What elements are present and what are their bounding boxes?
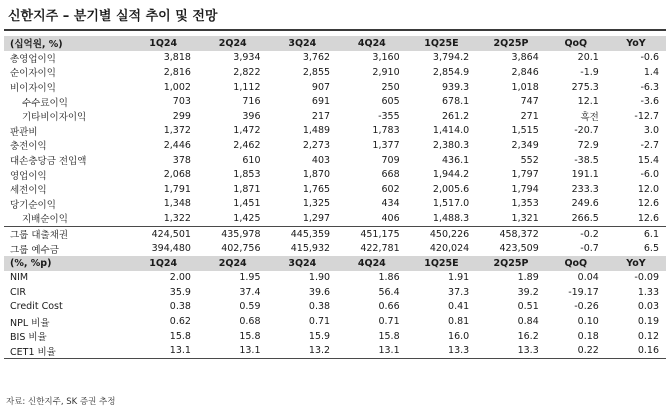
value-cell: -6.0 — [640, 169, 659, 181]
value-cell: 250 — [381, 81, 400, 93]
value-cell: 1,325 — [302, 198, 331, 210]
value-cell: 1,353 — [511, 198, 539, 210]
row-label: CET1 비율 — [4, 343, 128, 358]
value-cell: 37.3 — [448, 286, 470, 298]
row-label: 판관비 — [10, 126, 38, 138]
value-cell: 191.1 — [571, 169, 599, 181]
value-cell: 1,321 — [511, 212, 539, 224]
value-cell: 1,297 — [302, 212, 331, 224]
value-cell: -0.7 — [580, 243, 599, 255]
value-cell: 939.3 — [441, 81, 470, 93]
table-row — [4, 124, 666, 139]
value-cell: 1,515 — [511, 125, 539, 137]
value-cell: 13.1 — [128, 343, 198, 358]
value-cell: 0.16 — [606, 343, 666, 358]
table-title: 신한지주 – 분기별 실적 추이 및 전망 — [4, 6, 666, 31]
value-cell: 13.2 — [268, 343, 338, 358]
value-cell: 602 — [381, 183, 400, 195]
value-cell: 1,944.2 — [432, 169, 470, 181]
value-cell: 0.59 — [239, 301, 261, 313]
value-cell: 668 — [381, 169, 400, 181]
row-label: 대손충당금 전입액 — [10, 156, 87, 168]
value-cell: 1,489 — [302, 125, 331, 137]
value-cell: -2.7 — [640, 139, 659, 151]
value-cell: 15.4 — [637, 154, 659, 166]
value-cell: 0.81 — [448, 316, 470, 328]
header-cell: QoQ — [546, 36, 606, 51]
value-cell: 2,816 — [163, 66, 191, 78]
value-cell: 450,226 — [407, 226, 477, 241]
value-cell: 1,451 — [233, 198, 261, 210]
value-cell: 716 — [242, 96, 261, 108]
row-label: 세전이익 — [10, 185, 47, 197]
value-cell: 2,855 — [302, 66, 331, 78]
value-cell: 2,380.3 — [432, 139, 470, 151]
value-cell: 2,446 — [163, 139, 191, 151]
row-label: 기타비이자이익 — [22, 112, 87, 124]
header-cell: QoQ — [546, 256, 606, 271]
value-cell: -20.7 — [574, 125, 599, 137]
value-cell: 261.2 — [441, 110, 470, 122]
value-cell: 1,765 — [302, 183, 331, 195]
value-cell: 1,791 — [163, 183, 191, 195]
value-cell: 56.4 — [378, 286, 400, 298]
value-cell: 1,853 — [233, 169, 261, 181]
value-cell: 266.5 — [571, 212, 599, 224]
value-cell: 1,488.3 — [432, 212, 470, 224]
value-cell: 678.1 — [441, 96, 470, 108]
table-row — [4, 94, 666, 109]
header-cell: 1Q25E — [407, 36, 477, 51]
value-cell: 3,818 — [163, 52, 191, 64]
table-row — [4, 80, 666, 95]
value-cell: -38.5 — [574, 154, 599, 166]
value-cell: 1,797 — [511, 169, 539, 181]
table-row — [4, 211, 666, 226]
value-cell: 15.8 — [378, 330, 400, 342]
value-cell: 233.3 — [571, 183, 599, 195]
value-cell: 12.6 — [637, 212, 659, 224]
value-cell: 1.90 — [308, 272, 331, 284]
table-row — [4, 271, 666, 286]
header-cell: YoY — [606, 256, 666, 271]
table-row — [4, 109, 666, 124]
value-cell: 1.95 — [239, 272, 261, 284]
header-cell: 2Q24 — [198, 36, 268, 51]
value-cell: 435,978 — [198, 226, 268, 241]
value-cell: 396 — [242, 110, 261, 122]
value-cell: 0.41 — [448, 301, 470, 313]
value-cell: 217 — [311, 110, 331, 122]
value-cell: 1,517.0 — [432, 198, 470, 210]
value-cell: 2,068 — [163, 169, 191, 181]
value-cell: 0.10 — [577, 316, 599, 328]
value-cell: 1,870 — [302, 169, 331, 181]
value-cell: 1,002 — [163, 81, 191, 93]
value-cell: 0.66 — [378, 301, 400, 313]
value-cell: 3,864 — [511, 52, 539, 64]
value-cell: 0.71 — [378, 316, 400, 328]
value-cell: 691 — [311, 96, 331, 108]
value-cell: 20.1 — [577, 52, 599, 64]
value-cell: 3.0 — [643, 125, 659, 137]
value-cell: 703 — [172, 96, 191, 108]
value-cell: 2,273 — [302, 139, 331, 151]
value-cell: -0.6 — [640, 52, 659, 64]
value-cell: 3,794.2 — [432, 52, 470, 64]
row-label: 수수료이익 — [22, 97, 68, 109]
value-cell: 0.18 — [577, 330, 599, 342]
value-cell: 402,756 — [221, 243, 261, 255]
value-cell: 1,783 — [372, 125, 400, 137]
row-label: CIR — [10, 286, 27, 298]
value-cell: 16.2 — [517, 330, 539, 342]
value-cell: 2,005.6 — [432, 183, 470, 195]
row-label: 비이자이익 — [10, 83, 56, 95]
value-cell: -0.09 — [634, 272, 659, 284]
header-cell: 4Q24 — [337, 256, 407, 271]
row-label: 충전이익 — [10, 141, 47, 153]
value-cell: 16.0 — [448, 330, 470, 342]
ratios-header-row — [4, 256, 666, 271]
value-cell: 1,871 — [233, 183, 261, 195]
value-cell: 2,822 — [233, 66, 261, 78]
table-row — [4, 65, 666, 80]
row-label: 영업이익 — [10, 170, 47, 182]
value-cell: 13.1 — [337, 343, 407, 358]
table-row — [4, 153, 666, 168]
value-cell: 39.6 — [308, 286, 331, 298]
header-cell: 3Q24 — [268, 36, 338, 51]
value-cell: 1,018 — [511, 81, 539, 93]
value-cell: 1,794 — [511, 183, 539, 195]
value-cell: 415,932 — [290, 243, 331, 255]
value-cell: 13.1 — [198, 343, 268, 358]
value-cell: 12.0 — [637, 183, 659, 195]
header-cell: 2Q24 — [198, 256, 268, 271]
value-cell: 1.86 — [378, 272, 400, 284]
value-cell: 0.84 — [517, 316, 539, 328]
header-cell: 3Q24 — [268, 256, 338, 271]
value-cell: 394,480 — [151, 243, 191, 255]
value-cell: 458,372 — [476, 226, 546, 241]
value-cell: 1.4 — [643, 66, 659, 78]
table-row — [4, 182, 666, 197]
row-label: 순이자이익 — [10, 68, 56, 80]
value-cell: 15.8 — [169, 330, 191, 342]
value-cell: 610 — [242, 154, 261, 166]
value-cell: 3,762 — [302, 52, 331, 64]
value-cell: 3,160 — [372, 52, 400, 64]
value-cell: 1,414.0 — [432, 125, 470, 137]
value-cell: 흑전 — [580, 112, 599, 124]
value-cell: 12.6 — [637, 198, 659, 210]
row-label: BIS 비율 — [10, 332, 47, 344]
value-cell: 12.1 — [577, 96, 599, 108]
value-cell: 1,377 — [372, 139, 400, 151]
value-cell: 0.68 — [239, 316, 261, 328]
value-cell: 0.51 — [517, 301, 539, 313]
value-cell: 0.03 — [637, 301, 659, 313]
value-cell: 1.89 — [517, 272, 539, 284]
value-cell: 2,846 — [511, 66, 539, 78]
financials-header-row — [4, 36, 666, 51]
row-label: 그룹 대출채권 — [4, 226, 128, 241]
value-cell: 1,472 — [233, 125, 261, 137]
header-cell: (%, %p) — [4, 256, 128, 271]
value-cell: 1.33 — [637, 286, 659, 298]
value-cell: 378 — [172, 154, 191, 166]
value-cell: 907 — [311, 81, 331, 93]
row-label: Credit Cost — [10, 301, 63, 313]
source-note: 자료: 신한지주, SK 증권 추정 — [6, 397, 116, 407]
value-cell: 1,112 — [233, 81, 261, 93]
header-cell: YoY — [606, 36, 666, 51]
value-cell: -1.9 — [580, 66, 599, 78]
table-row — [4, 51, 666, 66]
value-cell: 0.38 — [169, 301, 191, 313]
table-row — [4, 285, 666, 300]
value-cell: 1,372 — [163, 125, 191, 137]
value-cell: 299 — [172, 110, 191, 122]
value-cell: 605 — [381, 96, 400, 108]
value-cell: 6.1 — [606, 226, 666, 241]
value-cell: -0.2 — [546, 226, 606, 241]
value-cell: 15.8 — [239, 330, 261, 342]
value-cell: 39.2 — [517, 286, 539, 298]
header-cell: 4Q24 — [337, 36, 407, 51]
header-cell: 1Q25E — [407, 256, 477, 271]
value-cell: -19.17 — [568, 286, 599, 298]
value-cell: 271 — [520, 110, 539, 122]
value-cell: 72.9 — [577, 139, 599, 151]
value-cell: 552 — [520, 154, 539, 166]
value-cell: 37.4 — [239, 286, 261, 298]
row-label: NIM — [10, 272, 29, 284]
row-label: 당기순이익 — [10, 199, 56, 211]
value-cell: 1,425 — [233, 212, 261, 224]
value-cell: 0.62 — [169, 316, 191, 328]
table-row — [4, 197, 666, 212]
value-cell: 0.12 — [637, 330, 659, 342]
value-cell: 0.71 — [308, 316, 331, 328]
value-cell: -355 — [378, 110, 400, 122]
header-cell: 1Q24 — [128, 256, 198, 271]
value-cell: -6.3 — [640, 81, 659, 93]
value-cell: 249.6 — [571, 198, 599, 210]
row-label: 총영업이익 — [10, 53, 56, 65]
header-cell: 1Q24 — [128, 36, 198, 51]
table-row — [4, 314, 666, 329]
value-cell: -3.6 — [640, 96, 659, 108]
value-cell: 0.19 — [637, 316, 659, 328]
value-cell: 1.91 — [448, 272, 470, 284]
value-cell: 747 — [520, 96, 539, 108]
value-cell: 2,462 — [233, 139, 261, 151]
value-cell: 13.3 — [476, 343, 546, 358]
row-label: 지배순이익 — [22, 214, 68, 226]
value-cell: 0.04 — [577, 272, 599, 284]
value-cell: 13.3 — [407, 343, 477, 358]
table-row — [4, 329, 666, 344]
value-cell: 275.3 — [571, 81, 599, 93]
value-cell: 15.9 — [308, 330, 331, 342]
value-cell: 422,781 — [360, 243, 400, 255]
value-cell: 424,501 — [128, 226, 198, 241]
table-row — [4, 167, 666, 182]
value-cell: 434 — [381, 198, 400, 210]
earnings-table — [4, 36, 666, 359]
table-row — [4, 300, 666, 315]
value-cell: 445,359 — [268, 226, 338, 241]
value-cell: 0.38 — [308, 301, 331, 313]
value-cell: 2,854.9 — [432, 66, 470, 78]
table-row — [4, 226, 666, 241]
value-cell: 403 — [311, 154, 331, 166]
value-cell: 2,349 — [511, 139, 539, 151]
value-cell: 0.22 — [546, 343, 606, 358]
value-cell: 1,348 — [163, 198, 191, 210]
value-cell: 451,175 — [337, 226, 407, 241]
table-row — [4, 138, 666, 153]
value-cell: 1,322 — [163, 212, 191, 224]
header-cell: 2Q25P — [476, 36, 546, 51]
value-cell: -12.7 — [634, 110, 659, 122]
value-cell: 423,509 — [499, 243, 539, 255]
table-row — [4, 343, 666, 358]
table-row — [4, 241, 666, 256]
value-cell: 406 — [381, 212, 400, 224]
value-cell: 2,910 — [372, 66, 400, 78]
value-cell: -0.26 — [574, 301, 599, 313]
row-label: NPL 비율 — [10, 317, 50, 329]
value-cell: 2.00 — [169, 272, 191, 284]
header-cell: (십억원, %) — [4, 36, 128, 51]
value-cell: 436.1 — [441, 154, 470, 166]
value-cell: 3,934 — [233, 52, 261, 64]
header-cell: 2Q25P — [476, 256, 546, 271]
row-label: 그룹 예수금 — [10, 244, 59, 256]
value-cell: 420,024 — [429, 243, 470, 255]
value-cell: 35.9 — [169, 286, 191, 298]
value-cell: 6.5 — [643, 243, 659, 255]
value-cell: 709 — [381, 154, 400, 166]
